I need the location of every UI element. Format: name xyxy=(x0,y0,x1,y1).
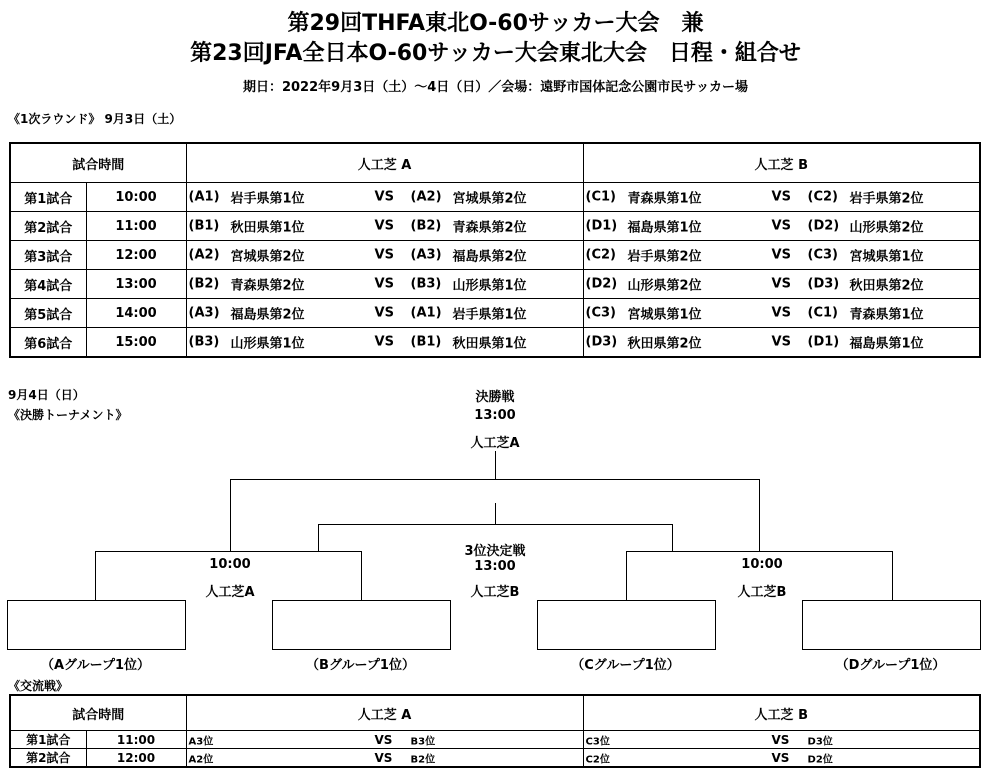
third-place-title: 3位決定戦 xyxy=(464,544,526,559)
exchange-header-row xyxy=(10,695,980,731)
team-label-b: （Bグループ1位） xyxy=(306,658,415,673)
left-code: (B2) xyxy=(188,276,220,292)
left-team: 岩手県第2位 xyxy=(627,249,702,265)
match-number: 第1試合 xyxy=(10,183,86,212)
matchup-field-b xyxy=(583,299,980,328)
third-drop-line xyxy=(495,503,496,525)
team-label-d: （Dグループ1位） xyxy=(835,658,946,673)
schedule-info: 期日：2022年9月3日（土）～4日（日）／会場：遠野市国体記念公園市民サッカー場 xyxy=(242,80,749,95)
left-team: 福島県第1位 xyxy=(627,220,702,236)
right-team: 福島県第2位 xyxy=(452,249,527,265)
table-row xyxy=(10,212,980,241)
final-bracket-left xyxy=(230,479,231,551)
tournament-date: 9月4日（日） xyxy=(8,388,85,402)
semi-left-bracket-a xyxy=(95,551,96,601)
match-time: 15:00 xyxy=(86,328,186,358)
ex-col-time-header: 試合時間 xyxy=(10,695,186,731)
final-drop-line xyxy=(495,451,496,479)
table-row xyxy=(10,749,980,768)
matchup-field-a xyxy=(186,749,583,768)
match-time: 11:00 xyxy=(86,212,186,241)
match-number: 第3試合 xyxy=(10,241,86,270)
right-code: (D1) xyxy=(807,334,840,350)
left-code: (D3) xyxy=(585,334,618,350)
third-bracket-top xyxy=(318,524,673,525)
final-bracket-right xyxy=(759,479,760,551)
left-team: A3位 xyxy=(188,736,214,747)
team-box-b xyxy=(272,600,451,650)
left-team: 山形県第1位 xyxy=(230,336,305,352)
left-code: (D2) xyxy=(585,276,618,292)
vs-label: VS xyxy=(374,305,394,321)
matchup-field-a xyxy=(186,731,583,749)
match-number: 第2試合 xyxy=(10,212,86,241)
table-row xyxy=(10,270,980,299)
left-team: 秋田県第2位 xyxy=(627,336,702,352)
ex-col-field-a-header: 人工芝 A xyxy=(186,695,583,731)
exchange-table xyxy=(9,694,981,768)
right-team: 秋田県第1位 xyxy=(452,336,527,352)
right-code: (A3) xyxy=(410,247,442,263)
vs-label: VS xyxy=(374,750,393,765)
left-team: 宮城県第2位 xyxy=(230,249,305,265)
left-team: 秋田県第1位 xyxy=(230,220,305,236)
match-time: 11:00 xyxy=(86,731,186,749)
right-team: 岩手県第2位 xyxy=(849,191,924,207)
left-code: (A2) xyxy=(188,247,220,263)
match-time: 13:00 xyxy=(86,270,186,299)
vs-label: VS xyxy=(771,334,791,350)
semi-left-time: 10:00 xyxy=(209,557,251,572)
left-team: C3位 xyxy=(585,736,610,747)
vs-label: VS xyxy=(771,305,791,321)
tournament-label: 《決勝トーナメント》 xyxy=(8,408,128,422)
table-row xyxy=(10,328,980,358)
page-title-line2: 第23回JFA全日本O-60サッカー大会東北大会 日程・組合せ xyxy=(190,41,801,66)
match-number: 第1試合 xyxy=(10,731,86,749)
left-code: (C2) xyxy=(585,247,616,263)
right-team: B3位 xyxy=(410,736,436,747)
matchup-field-a xyxy=(186,299,583,328)
col-time-header: 試合時間 xyxy=(10,143,186,183)
left-team: 青森県第1位 xyxy=(627,191,702,207)
vs-label: VS xyxy=(374,189,394,205)
semi-left-field: 人工芝A xyxy=(205,585,255,600)
round1-label: 《1次ラウンド》 9月3日（土） xyxy=(8,112,182,126)
vs-label: VS xyxy=(374,334,394,350)
right-code: (D3) xyxy=(807,276,840,292)
vs-label: VS xyxy=(771,750,790,765)
vs-label: VS xyxy=(374,247,394,263)
right-team: 福島県第1位 xyxy=(849,336,924,352)
final-title: 決勝戦 xyxy=(475,390,515,405)
team-box-a xyxy=(7,600,186,650)
right-team: 宮城県第2位 xyxy=(452,191,527,207)
right-team: D2位 xyxy=(807,754,833,765)
matchup-field-b xyxy=(583,183,980,212)
right-team: 青森県第1位 xyxy=(849,307,924,323)
third-bracket-left xyxy=(318,524,319,551)
left-code: (C3) xyxy=(585,305,616,321)
third-place-field: 人工芝B xyxy=(470,585,520,600)
vs-label: VS xyxy=(374,732,393,747)
matchup-field-b xyxy=(583,270,980,299)
right-team: 宮城県第1位 xyxy=(849,249,924,265)
matchup-field-a xyxy=(186,183,583,212)
right-team: 秋田県第2位 xyxy=(849,278,924,294)
match-number: 第6試合 xyxy=(10,328,86,358)
right-team: 山形県第2位 xyxy=(849,220,924,236)
team-label-c: （Cグループ1位） xyxy=(571,658,680,673)
left-code: (A3) xyxy=(188,305,220,321)
team-box-d xyxy=(802,600,981,650)
left-code: (D1) xyxy=(585,218,618,234)
round1-table xyxy=(9,142,981,358)
table-row xyxy=(10,183,980,212)
right-team: B2位 xyxy=(410,754,436,765)
semi-left-bracket-top xyxy=(95,551,362,552)
right-code: (D2) xyxy=(807,218,840,234)
vs-label: VS xyxy=(771,218,791,234)
page-title-line1: 第29回THFA東北O-60サッカー大会 兼 xyxy=(287,11,704,36)
vs-label: VS xyxy=(374,218,394,234)
right-code: (B1) xyxy=(410,334,442,350)
left-team: 福島県第2位 xyxy=(230,307,305,323)
match-time: 12:00 xyxy=(86,241,186,270)
semi-right-time: 10:00 xyxy=(741,557,783,572)
right-code: (B3) xyxy=(410,276,442,292)
matchup-field-b xyxy=(583,212,980,241)
matchup-field-b xyxy=(583,328,980,358)
matchup-field-a xyxy=(186,212,583,241)
third-bracket-right xyxy=(672,524,673,551)
table-row xyxy=(10,241,980,270)
left-code: (C1) xyxy=(585,189,616,205)
right-code: (B2) xyxy=(410,218,442,234)
right-team: 青森県第2位 xyxy=(452,220,527,236)
vs-label: VS xyxy=(771,189,791,205)
right-code: (C3) xyxy=(807,247,838,263)
match-time: 10:00 xyxy=(86,183,186,212)
semi-left-bracket-b xyxy=(361,551,362,601)
right-code: (A2) xyxy=(410,189,442,205)
matchup-field-a xyxy=(186,241,583,270)
match-number: 第4試合 xyxy=(10,270,86,299)
left-code: (B1) xyxy=(188,218,220,234)
left-team: 山形県第2位 xyxy=(627,278,702,294)
exchange-label: 《交流戦》 xyxy=(8,679,69,693)
matchup-field-b xyxy=(583,749,980,768)
left-code: (B3) xyxy=(188,334,220,350)
matchup-field-b xyxy=(583,731,980,749)
right-team: 山形県第1位 xyxy=(452,278,527,294)
final-time: 13:00 xyxy=(474,408,516,423)
team-label-a: （Aグループ1位） xyxy=(40,658,151,673)
matchup-field-a xyxy=(186,270,583,299)
left-code: (A1) xyxy=(188,189,220,205)
team-box-c xyxy=(537,600,716,650)
match-time: 12:00 xyxy=(86,749,186,768)
ex-col-field-b-header: 人工芝 B xyxy=(583,695,980,731)
vs-label: VS xyxy=(771,247,791,263)
semi-right-bracket-c xyxy=(626,551,627,601)
match-number: 第2試合 xyxy=(10,749,86,768)
right-code: (C1) xyxy=(807,305,838,321)
vs-label: VS xyxy=(374,276,394,292)
left-team: C2位 xyxy=(585,754,610,765)
final-field: 人工芝A xyxy=(470,436,520,451)
left-team: A2位 xyxy=(188,754,214,765)
table-row xyxy=(10,731,980,749)
match-number: 第5試合 xyxy=(10,299,86,328)
left-team: 宮城県第1位 xyxy=(627,307,702,323)
matchup-field-b xyxy=(583,241,980,270)
round1-header-row xyxy=(10,143,980,183)
left-team: 青森県第2位 xyxy=(230,278,305,294)
right-code: (C2) xyxy=(807,189,838,205)
match-time: 14:00 xyxy=(86,299,186,328)
table-row xyxy=(10,299,980,328)
semi-right-bracket-top xyxy=(626,551,893,552)
semi-right-bracket-d xyxy=(892,551,893,601)
left-team: 岩手県第1位 xyxy=(230,191,305,207)
col-field-b-header: 人工芝 B xyxy=(583,143,980,183)
right-team: 岩手県第1位 xyxy=(452,307,527,323)
final-bracket-top xyxy=(230,479,760,480)
vs-label: VS xyxy=(771,732,790,747)
vs-label: VS xyxy=(771,276,791,292)
third-place-time: 13:00 xyxy=(474,559,516,574)
matchup-field-a xyxy=(186,328,583,358)
semi-right-field: 人工芝B xyxy=(737,585,787,600)
right-code: (A1) xyxy=(410,305,442,321)
right-team: D3位 xyxy=(807,736,833,747)
col-field-a-header: 人工芝 A xyxy=(186,143,583,183)
